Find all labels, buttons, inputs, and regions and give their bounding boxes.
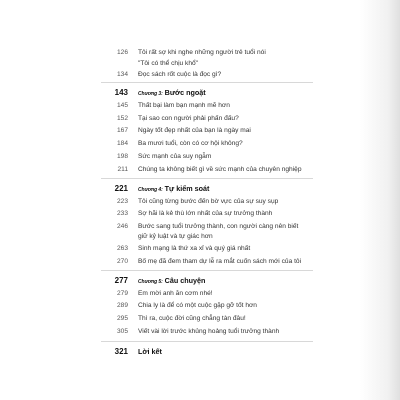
toc-title-text: Bước ngoặt [164,88,206,97]
toc-title-text: Chúng ta không biết gì về sức mạnh của chuyên nghiệp [138,166,302,173]
toc-entry-title [138,314,246,323]
toc-title-text: Sợ hãi là kẻ thù lớn nhất của sự trưởng thành [138,210,273,217]
toc-page-number: 221 [114,184,128,193]
toc-title-text: Chia ly là để có một cuộc gặp gỡ tốt hơn [138,302,257,309]
toc-page-number: 184 [116,140,128,147]
toc-page-number: 223 [116,198,128,205]
toc-title-text: Ba mươi tuổi, còn có cơ hội không? [138,140,243,147]
toc-title-text: Bố mẹ đã đem tham dự lễ ra mắt cuốn sách mới của tôi [138,258,302,265]
toc-entry-title [138,165,302,174]
toc-page-number: 277 [114,276,128,285]
toc-chapter-label: Chương 4: [138,187,163,193]
toc-entry-title [138,232,213,241]
toc-title-text: Tại sao con người phải phấn đấu? [138,115,239,122]
toc-chapter-title [138,347,162,356]
toc-title-text: Thì ra, cuộc đời cũng chẳng tàn đâu! [138,315,246,322]
toc-title-text: Thất bại làm bạn mạnh mẽ hơn [138,102,230,109]
toc-page-number: 321 [114,347,128,356]
toc-title-text: Em mời anh ăn cơm nhé! [138,290,213,297]
toc-title-text: giữ kỷ luật và tự giác hơn [138,233,213,240]
toc-page-number: 305 [116,328,128,335]
toc-title-text: Tôi rất sợ khi nghe những người trẻ tuổi nói [138,49,266,56]
toc-page-number: 134 [116,71,128,78]
toc-entry-title [138,114,239,123]
toc-page-number: 198 [116,153,128,160]
toc-page-number: 279 [116,290,128,297]
toc-title-text: Bước sang tuổi trưởng thành, con người càng nên biết [138,223,299,230]
toc-page-number: 167 [116,127,128,134]
toc-title-text: Viết vài lời trước khủng hoảng tuổi trưởng thành [138,328,280,335]
toc-entry-title [138,101,230,110]
toc-title-text: Lời kết [138,347,162,356]
toc-page-number: 289 [116,302,128,309]
toc-entry-title [138,244,250,253]
toc-chapter-title [138,276,205,287]
toc-page-number: 295 [116,315,128,322]
toc-entry-title [138,152,211,161]
toc-title-text: Câu chuyện [164,276,206,285]
toc-entry-title [138,126,251,135]
toc-page-number: 270 [116,258,128,265]
toc-entry-title [138,48,266,57]
toc-page-number: 152 [116,115,128,122]
toc-title-text: Đọc sách rốt cuộc là đọc gì? [138,71,222,78]
toc-entry-title [138,289,213,298]
toc-title-text: Sức mạnh của suy ngẫm [138,153,212,160]
toc-entry-title [138,209,272,218]
toc-entry-title [138,197,278,206]
toc-entry-title [138,257,301,266]
toc-page-number: 143 [114,88,128,97]
toc-entry-title [138,59,198,68]
section-divider [101,178,313,179]
toc-title-text: "Tôi có thể chịu khổ" [138,60,199,67]
toc-entry-title [138,301,257,310]
toc-chapter-label: Chương 5: [138,279,163,285]
toc-chapter-title [138,184,209,195]
toc-title-text: Tự kiểm soát [164,184,210,193]
toc-page-number: 246 [116,223,128,230]
toc-page-number: 126 [116,49,128,56]
toc-title-text: Tôi cũng từng bước đến bờ vực của sự suy sụp [138,198,279,205]
toc-page-number: 233 [116,210,128,217]
toc-page-number: 211 [117,166,128,173]
section-divider [101,82,313,83]
section-divider [101,270,313,271]
toc-page-number: 263 [116,245,128,252]
toc-entry-title [138,70,221,79]
toc-title-text: Ngày tốt đẹp nhất của bạn là ngày mai [138,127,251,134]
section-divider [101,341,313,342]
toc-entry-title [138,327,279,336]
toc-entry-title [138,222,298,231]
toc-entry-title [138,139,243,148]
toc-chapter-label: Chương 3: [138,91,163,97]
toc-page-number: 145 [116,102,128,109]
toc-title-text: Sinh mạng là thứ xa xỉ và quý giá nhất [138,245,251,252]
toc-chapter-title [138,88,206,99]
